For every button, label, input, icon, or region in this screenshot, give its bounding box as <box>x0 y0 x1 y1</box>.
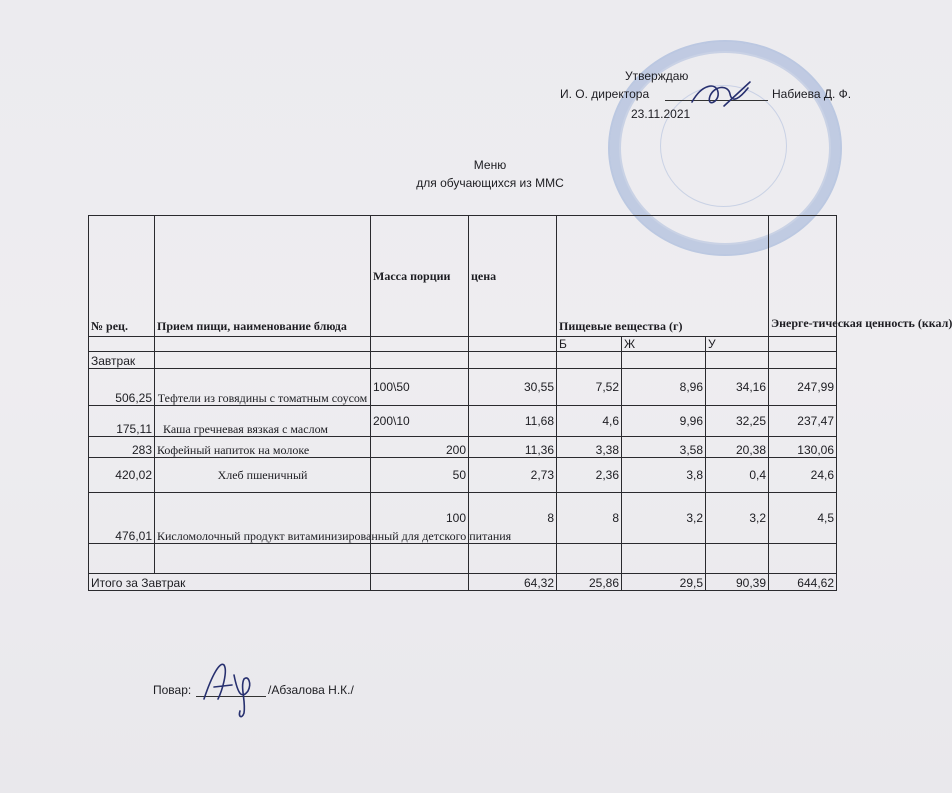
kcal-cell: 237,47 <box>769 406 837 437</box>
fat-cell: 3,2 <box>622 493 706 544</box>
recipe-number: 175,11 <box>89 406 155 437</box>
approval-date: 23.11.2021 <box>631 107 691 121</box>
table-header-row <box>89 216 837 337</box>
table-subheader-row <box>89 337 837 352</box>
table-row <box>89 437 837 458</box>
director-signature <box>688 78 758 114</box>
protein-cell: 4,6 <box>557 406 622 437</box>
carbs-cell: 0,4 <box>706 458 769 493</box>
header-price: цена <box>469 216 557 337</box>
section-label: Завтрак <box>89 352 155 369</box>
kcal-cell: 4,5 <box>769 493 837 544</box>
kcal-cell: 247,99 <box>769 369 837 406</box>
carbs-cell: 20,38 <box>706 437 769 458</box>
subheader-protein: Б <box>557 337 622 352</box>
fat-cell: 3,8 <box>622 458 706 493</box>
kcal-cell: 24,6 <box>769 458 837 493</box>
cook-name: /Абзалова Н.К./ <box>268 683 354 697</box>
total-price: 64,32 <box>469 574 557 591</box>
subheader-fat: Ж <box>622 337 706 352</box>
approve-label: Утверждаю <box>625 69 689 83</box>
director-position: И. О. директора <box>560 87 650 101</box>
subheader-carbs: У <box>706 337 769 352</box>
protein-cell: 3,38 <box>557 437 622 458</box>
carbs-cell: 3,2 <box>706 493 769 544</box>
price-cell: 30,55 <box>469 369 557 406</box>
recipe-number: 476,01 <box>89 493 155 544</box>
price-cell: 11,36 <box>469 437 557 458</box>
recipe-number: 283 <box>89 437 155 458</box>
kcal-cell: 130,06 <box>769 437 837 458</box>
protein-cell: 8 <box>557 493 622 544</box>
header-energy: Энерге-тическая ценность (ккал) <box>769 216 837 337</box>
menu-table <box>88 215 952 591</box>
director-name: Набиева Д. Ф. <box>772 87 852 101</box>
total-label: Итого за Завтрак <box>89 574 371 591</box>
cook-signature <box>198 655 268 721</box>
fat-cell: 9,96 <box>622 406 706 437</box>
fat-cell: 3,58 <box>622 437 706 458</box>
portion-cell: 50 <box>371 458 469 493</box>
total-fat: 29,5 <box>622 574 706 591</box>
dish-name: Каша гречневая вязкая с маслом <box>155 406 371 437</box>
portion-cell: 100 <box>371 493 469 544</box>
subheader-empty-2 <box>155 337 371 352</box>
table-row <box>89 493 837 544</box>
portion-cell: 100\50 <box>371 369 469 406</box>
recipe-number: 420,02 <box>89 458 155 493</box>
table-row <box>89 406 837 437</box>
protein-cell: 2,36 <box>557 458 622 493</box>
section-row <box>89 352 837 369</box>
price-cell: 2,73 <box>469 458 557 493</box>
subheader-empty-3 <box>371 337 469 352</box>
header-dish: Прием пищи, наименование блюда <box>155 216 371 337</box>
header-recipe-no: № рец. <box>89 216 155 337</box>
subheader-empty-1 <box>89 337 155 352</box>
subheader-empty-5 <box>769 337 837 352</box>
page-title: Меню <box>473 158 507 172</box>
total-portion-empty <box>371 574 469 591</box>
dish-name: Кофейный напиток на молоке <box>155 437 371 458</box>
protein-cell: 7,52 <box>557 369 622 406</box>
total-row <box>89 574 837 591</box>
carbs-cell: 34,16 <box>706 369 769 406</box>
total-kcal: 644,62 <box>769 574 837 591</box>
price-cell: 11,68 <box>469 406 557 437</box>
page-subtitle: для обучающихся из ММС <box>416 176 564 190</box>
fat-cell: 8,96 <box>622 369 706 406</box>
recipe-number: 506,25 <box>89 369 155 406</box>
empty-row <box>89 544 837 574</box>
portion-cell: 200 <box>371 437 469 458</box>
carbs-cell: 32,25 <box>706 406 769 437</box>
table-row <box>89 458 837 493</box>
portion-cell: 200\10 <box>371 406 469 437</box>
header-nutrients: Пищевые вещества (г) <box>557 216 769 337</box>
total-protein: 25,86 <box>557 574 622 591</box>
price-cell: 8 <box>469 493 557 544</box>
header-portion: Масса порции <box>371 216 469 337</box>
subheader-empty-4 <box>469 337 557 352</box>
total-carbs: 90,39 <box>706 574 769 591</box>
dish-name: Хлеб пшеничный <box>155 458 371 493</box>
table-row <box>89 369 837 406</box>
dish-name: Кисломолочный продукт витаминизированный для детского питания <box>155 493 371 544</box>
dish-name: Тефтели из говядины с томатным соусом <box>155 369 371 406</box>
cook-label: Повар: <box>153 683 192 697</box>
